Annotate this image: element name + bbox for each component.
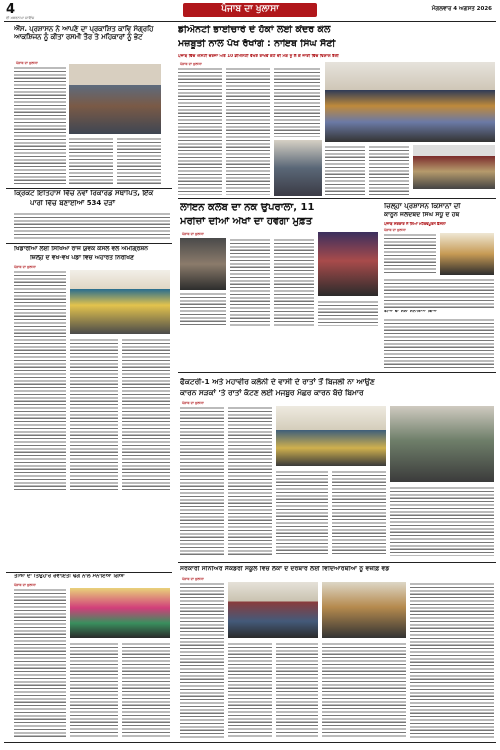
bottom-right-text-col2 bbox=[228, 642, 272, 738]
colony-headline-1-text: ਫੈਕਟਰੀ-1 ਅਤੇ ਮਹਾਵੀਰ ਕਲੋਨੀ ਦੇ ਵਾਸੀ ਦੇ ਰਾਤਾਂ ਤੋਂ ਬਿਜਲੀ ਨਾ ਆਉਣ bbox=[180, 378, 375, 386]
bottom-right-text-col4 bbox=[322, 642, 406, 738]
page-header bbox=[0, 0, 500, 22]
lions-headline-1 bbox=[180, 203, 360, 214]
colony-text-col5 bbox=[390, 486, 494, 556]
cricket-headline-2 bbox=[30, 200, 172, 207]
footer-rule bbox=[4, 742, 496, 743]
bottom-right-photo-1 bbox=[228, 582, 318, 638]
bottom-right-headline-text: ਸਰਕਾਰੀ ਸੀਨੀਅਰ ਸੈਕੰਡਰੀ ਸਕੂਲ ਵਿੱਚ ਲੋਕਾਂ ਦੇ ਦਰਬਾਰ ਲਈ ਵਿਦਿਆਰਥੀਆਂ ਨੂੰ ਵਜ਼ੀਫ਼ੇ ਵੰਡੇ bbox=[180, 566, 390, 572]
district-photo bbox=[440, 233, 494, 275]
paper-name-small: ਦੀ ਖ਼ਬਰਨਾਮਾ ਸਾਇੰਸ bbox=[6, 16, 35, 20]
district-inner-head bbox=[384, 310, 494, 315]
top-main-photo-3 bbox=[413, 145, 495, 189]
colony-text-col1 bbox=[180, 406, 224, 556]
colony-photo-2 bbox=[390, 406, 494, 482]
district-text-col2 bbox=[384, 278, 494, 308]
district-text-col3 bbox=[384, 318, 494, 368]
bottom-right-photo-2 bbox=[322, 582, 406, 638]
cricket-headline-1-text: ਕ੍ਰਿਕਟ ਇਤਿਹਾਸ ਵਿੱਚ ਨਵਾਂ ਰਿਕਾਰਡ ਸਥਾਪਿਤ, ਇੱਕ bbox=[14, 190, 154, 197]
district-headline-2-text: ਕਾਨੂੰਨ ਜਲਦਬੰਦ ਸਿੰਘ ਸੰਧੂ ਦੇ ਹੱਥ bbox=[384, 212, 460, 218]
sports-headline-1-text: ਖਿਡਾਰੀਆਂ ਲਈ ਸਿੱਖਿਆ ਰਾਜ ਯੁਵਕ ਕੌਂਸਲ ਵੱਲੋਂ ਐਮੀਗ੍ਰਸ਼ਨ bbox=[14, 246, 148, 252]
header-rule bbox=[4, 21, 496, 22]
colony-photo-1 bbox=[276, 406, 386, 466]
lions-headline-1-text: ਲਾਇਨ ਕਲੱਬ ਦਾ ਨੇਕ ਉਪਰਾਲਾ, 11 bbox=[180, 203, 315, 213]
top-left-text-col2 bbox=[69, 137, 113, 186]
lions-photo-2 bbox=[318, 232, 378, 296]
sports-text-col3 bbox=[122, 338, 170, 490]
colony-byline: ਪੰਜਾਬ ਦਾ ਖੁਲਾਸਾ bbox=[182, 401, 204, 405]
colony-text-col2 bbox=[228, 406, 272, 556]
bottom-right-headline bbox=[180, 566, 496, 573]
district-subhead bbox=[384, 222, 496, 226]
sports-headline-1 bbox=[14, 246, 172, 252]
page-number: 4 bbox=[6, 2, 16, 17]
bottom-right-text-col1 bbox=[180, 582, 224, 738]
top-main-subhead-text: ਪੰਜਾਬ ਵਿੱਚ ਐਸਟੀ ਦਰਜਾ ਅਤੇ 10 ਡੀਐਨਟੀ ਵੱਖਰੇ ਰਾਖਵੇਂ ਕੋਟੇ ਦੀ ਮੰਗ ਨੂੰ ਲੈ ਕੇ ਜਾਰੀ ਵਿੱਚ ਵਿਸ਼ਾਲ ਰੈਲੀ bbox=[178, 54, 339, 58]
sports-text-col1 bbox=[14, 270, 66, 490]
district-byline: ਪੰਜਾਬ ਦਾ ਖੁਲਾਸਾ bbox=[384, 228, 406, 232]
lions-headline-2 bbox=[180, 217, 360, 228]
sports-text-col2 bbox=[70, 338, 118, 490]
lions-text-col1 bbox=[230, 238, 270, 326]
bottom-right-byline: ਪੰਜਾਬ ਦਾ ਖੁਲਾਸਾ bbox=[182, 577, 204, 581]
teeyan-headline bbox=[14, 574, 172, 580]
lions-headline-2-text: ਮਰੀਜ਼ਾਂ ਦੀਆਂ ਅੱਖਾਂ ਦਾ ਹੋਵੇਗਾ ਮੁਫ਼ਤ bbox=[180, 217, 313, 227]
top-main-text-col2 bbox=[226, 67, 270, 195]
lions-photo-1 bbox=[180, 238, 226, 290]
colony-text-col4 bbox=[332, 470, 386, 556]
colony-headline-1 bbox=[180, 378, 496, 386]
top-left-byline: ਪੰਜਾਬ ਦਾ ਖੁਲਾਸਾ bbox=[16, 61, 38, 65]
top-main-byline: ਪੰਜਾਬ ਦਾ ਖੁਲਾਸਾ bbox=[180, 62, 202, 66]
lions-text-col3 bbox=[180, 292, 226, 326]
district-inner-head-text: ਤੀਆਂ ਦਾ ਮੇਲਾ ਮਨਾਇਆ ਗਿਆ bbox=[384, 310, 438, 314]
top-main-text-col4 bbox=[325, 145, 365, 195]
top-main-text-col5 bbox=[369, 145, 409, 195]
lions-top-rule bbox=[178, 198, 496, 199]
top-main-photo-2 bbox=[274, 140, 322, 196]
top-main-text-col1 bbox=[178, 67, 222, 195]
top-main-headline-2 bbox=[178, 39, 496, 49]
top-main-headline-1-text: ਡੀਐਨਟੀ ਭਾਈਚਾਰੇ ਦੇ ਹੱਕਾਂ ਲਈ ਕੇਂਦਰ ਕੋਲ bbox=[178, 25, 331, 35]
bottom-right-top-rule bbox=[178, 562, 496, 563]
lions-text-col4 bbox=[318, 300, 378, 326]
top-main-text-col3 bbox=[274, 67, 320, 137]
top-main-headline-2-text: ਮਜ਼ਬੂਤੀ ਨਾਲ ਪੱਖ ਰੱਖਾਂਗੇ : ਨਾਇਬ ਸਿੰਘ ਸੈਣੀ bbox=[178, 39, 336, 49]
bottom-right-text-col5 bbox=[410, 582, 494, 738]
district-headline-1 bbox=[384, 203, 496, 210]
cricket-headline-2-text: ਪਾਰੀ ਵਿੱਚ ਬਣਾਈਆਂ 534 ਦੌੜਾਂ bbox=[30, 200, 115, 207]
top-left-text-col3 bbox=[117, 137, 161, 186]
top-left-headline-text: ਐੱਸ. ਪ੍ਰਸ਼ਾਸਨ ਨੇ ਆਪਣੇ ਦਾ ਪ੍ਰਕਾਸ਼ਿਤ ਕਾਵਿ ਸੰਗ੍ਰਹਿ ਆਕਸ਼ਿਜਨ ਨੂੰ ਕੀਤਾ ਰਸਮੀ ਤੌਰ ਤੇ ਮਹਿਕਾਰਾਂ ਨੂੰ ਭੇਟ bbox=[14, 25, 154, 41]
colony-text-col3 bbox=[276, 470, 328, 556]
cricket-headline-1 bbox=[14, 190, 172, 197]
teeyan-text-col1 bbox=[14, 588, 66, 738]
top-left-text-col1 bbox=[14, 66, 66, 186]
district-subhead-text: ਪੰਜਾਬ ਸਰਕਾਰ ਨੇ ਲਿਆ ਮਹੱਤਵਪੂਰਨ ਫ਼ੈਸਲਾ bbox=[384, 222, 446, 226]
lions-text-col2 bbox=[274, 238, 314, 326]
top-left-photo bbox=[69, 64, 161, 134]
teeyan-headline-text: ਤੀਆਂ ਦਾ ਤਿਉਹਾਰ ਰਵਾਇਤੀ ਢੰਗ ਨਾਲ ਮਨਾਇਆ ਗਿਆ bbox=[14, 574, 125, 579]
colony-headline-2 bbox=[180, 389, 496, 397]
cricket-top-rule bbox=[6, 188, 172, 189]
district-text-col1 bbox=[384, 233, 436, 275]
sports-top-rule bbox=[6, 243, 172, 244]
sports-headline-2-text: ਜ਼ਿਲ੍ਹੇ ਦੇ ਵੱਖ-ਵੱਖ ਪੇਂਡਾਂ ਵਿੱਚ ਅਹਾਰਤੇ ਨਿਰੀਖਣ bbox=[30, 255, 134, 261]
sports-byline: ਪੰਜਾਬ ਦਾ ਖੁਲਾਸਾ bbox=[14, 265, 36, 269]
cricket-text bbox=[14, 212, 170, 240]
district-headline-2 bbox=[384, 212, 496, 219]
sports-headline-2 bbox=[30, 255, 172, 261]
teeyan-photo bbox=[70, 588, 170, 638]
colony-headline-2-text: ਕਾਰਨ ਸੜਕਾਂ 'ਤੇ ਰਾਤਾਂ ਕੱਟਣ ਲਈ ਮਜਬੂਰ ਮੱਛਰ ਕਾਰਨ ਬੱਚੇ ਬਿਮਾਰ bbox=[180, 389, 364, 397]
teeyan-text-col2 bbox=[70, 642, 118, 738]
masthead-title: ਪੰਜਾਬ ਦਾ ਖੁਲਾਸਾ bbox=[221, 4, 279, 14]
teeyan-byline: ਪੰਜਾਬ ਦਾ ਖੁਲਾਸਾ bbox=[14, 583, 36, 587]
top-left-headline bbox=[14, 25, 169, 59]
issue-date: ਮੰਗਲਵਾਰ 4 ਅਗਸਤ 2026 bbox=[431, 6, 492, 12]
sports-photo bbox=[70, 270, 170, 334]
top-main-subhead bbox=[178, 54, 496, 58]
top-main-headline-1 bbox=[178, 25, 496, 35]
district-headline-1-text: ਜ਼ਿਲ੍ਹਾ ਪ੍ਰਸ਼ਾਸਨ ਕਿਸਾਨਾਂ ਦੀ bbox=[384, 203, 461, 210]
teeyan-text-col3 bbox=[122, 642, 170, 738]
teeyan-top-rule bbox=[6, 572, 172, 573]
lions-byline: ਪੰਜਾਬ ਦਾ ਖੁਲਾਸਾ bbox=[182, 232, 204, 236]
colony-top-rule bbox=[178, 372, 496, 373]
bottom-right-text-col3 bbox=[276, 642, 318, 738]
top-main-photo bbox=[325, 62, 495, 142]
